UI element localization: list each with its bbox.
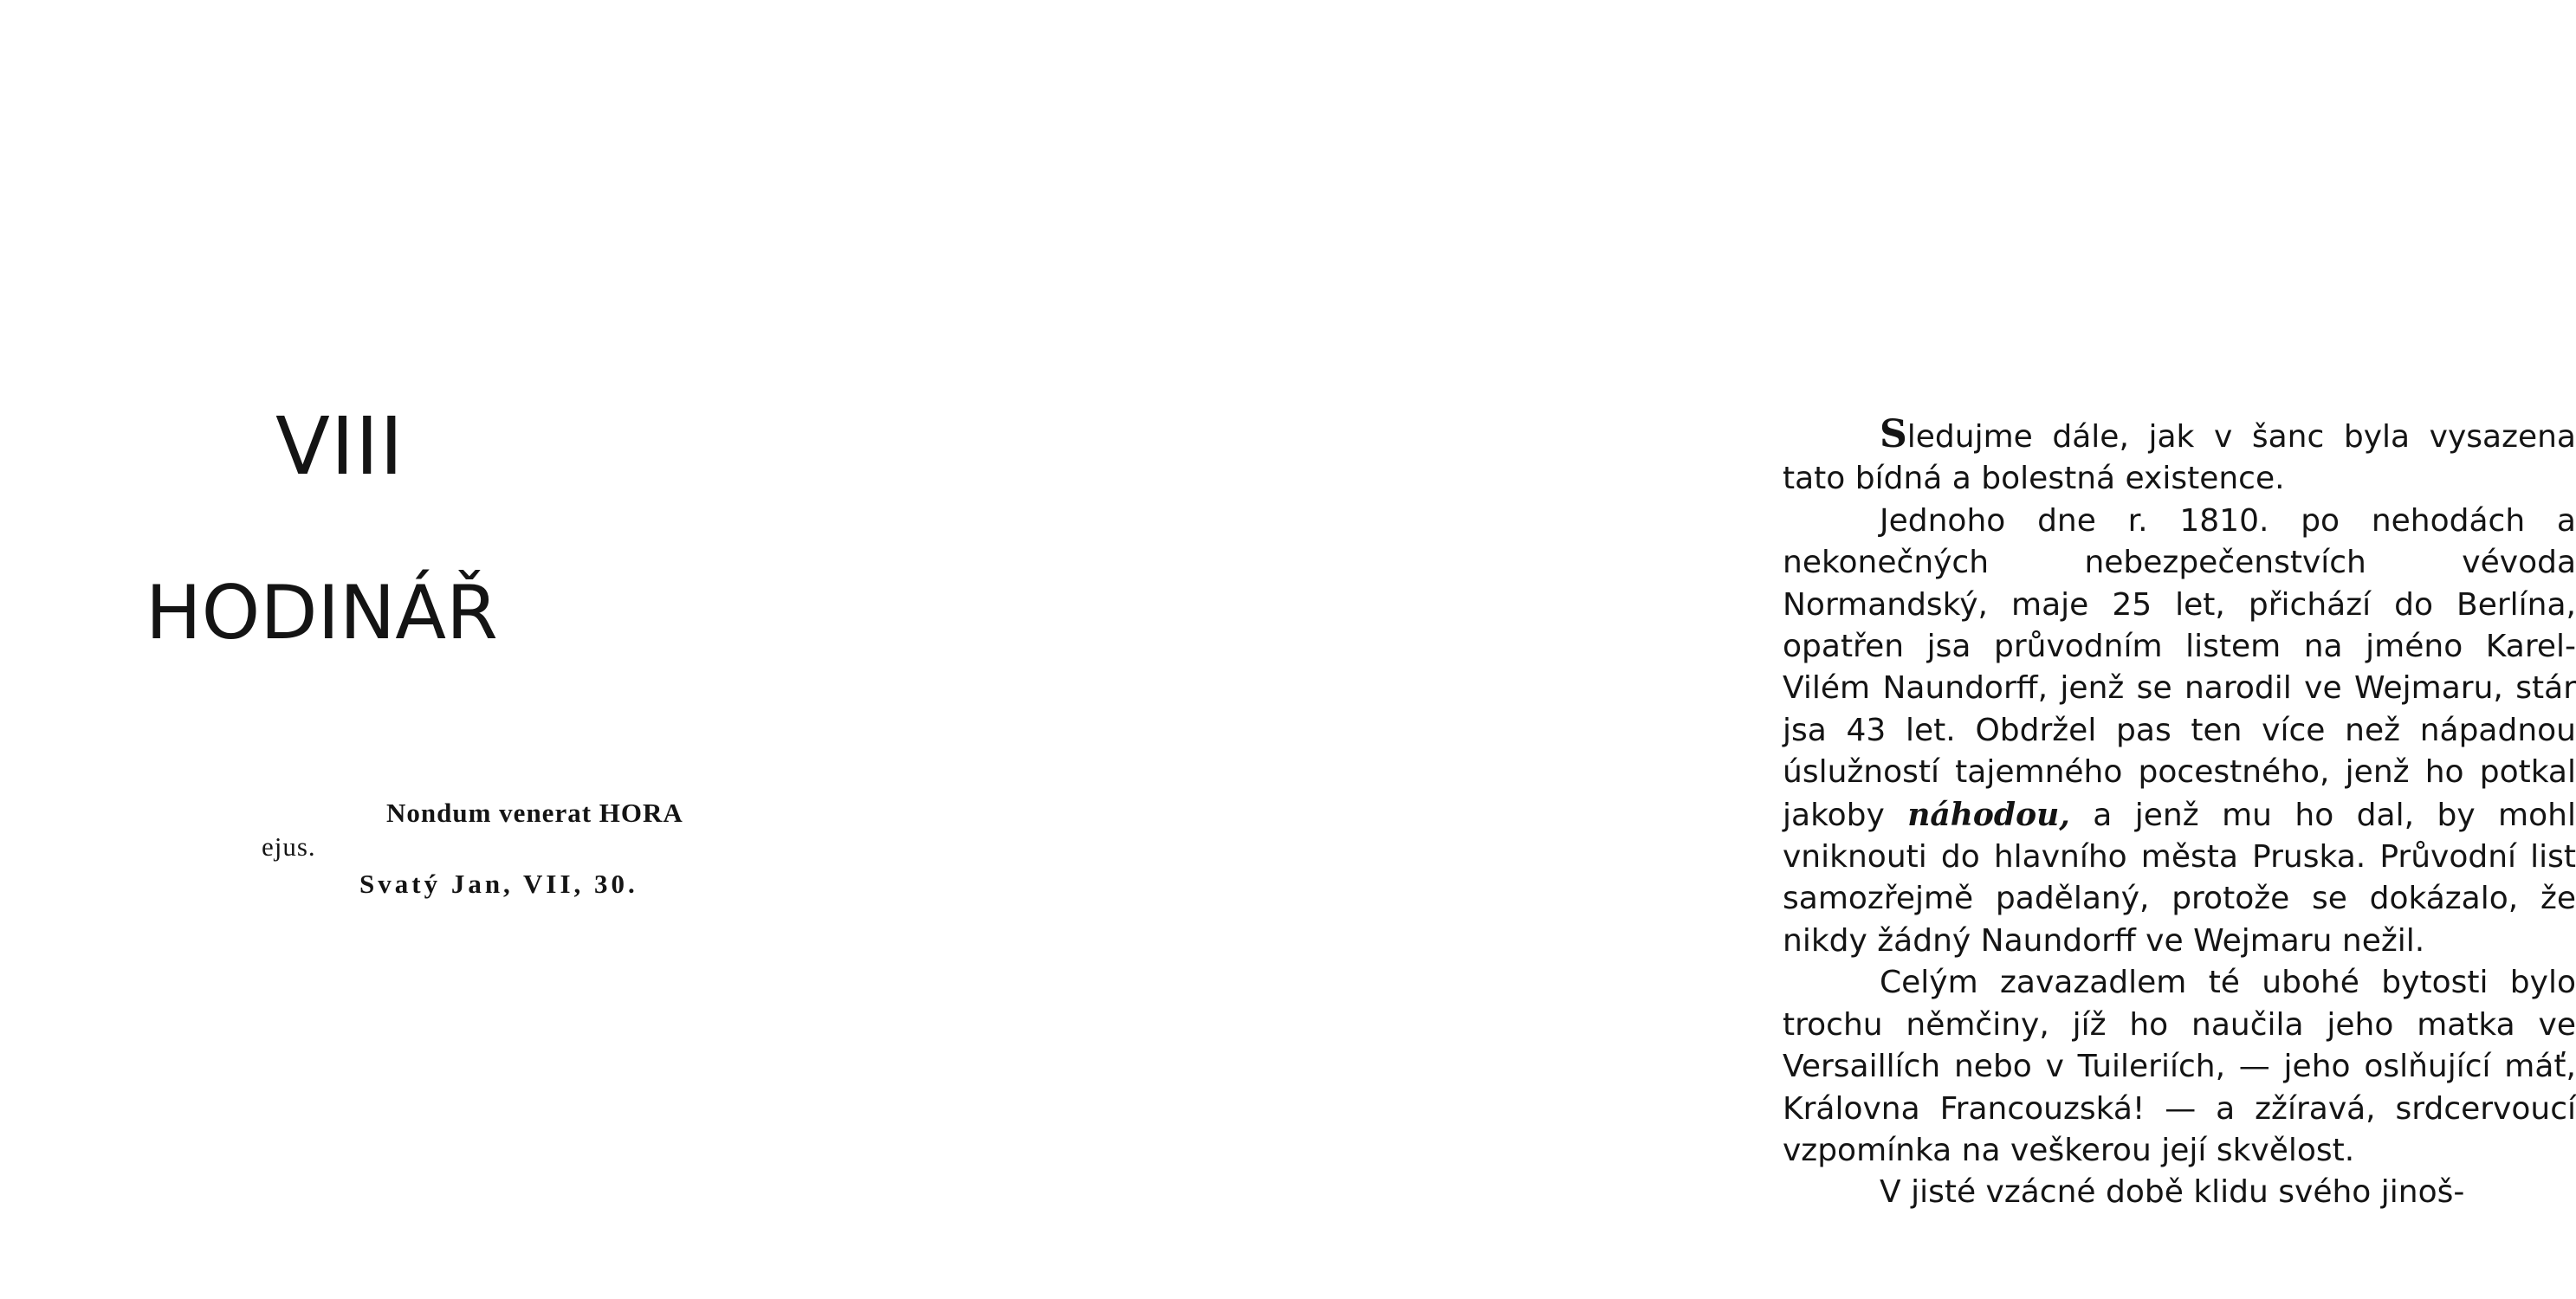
paragraph-1-text: ledujme dále, jak v šanc byla vysazena tato bídná a bolestná existence. [1783,419,2576,497]
emphasized-word: náhodou, [1907,796,2070,833]
chapter-title: HODINÁŘ [146,570,498,656]
epigraph-attribution: Svatý Jan, VII, 30. [359,869,638,899]
paragraph-2 [1783,501,2576,962]
chapter-number: VIII [275,400,405,493]
epigraph-line-1: Nondum venerat HORA [386,798,683,828]
paragraph-4: V jisté vzácné době klidu svého jinoš- [1880,1174,2465,1211]
right-page [871,0,2576,1299]
body-text [1783,414,2576,1214]
paragraph-2-text-b: a jenž mu ho dal, by mohl vniknouti do hlavního města Pruska. Průvodní list samozřejmě padělaný, protože se dokázalo, že nikdy žádný Naundorff ve Wejmaru nežil. [1783,797,2576,959]
left-page [0,0,871,1299]
paragraph-1 [1783,414,2576,501]
drop-cap: S [1880,412,1907,456]
epigraph-line-2: ejus. [262,831,316,862]
paragraph-2-text-a: Jednoho dne r. 1810. po nehodách a nekonečných nebezpečenstvích vévoda Normandský, maje 25 let, přichází do Berlína, opatřen jsa průvodním listem na jméno Karel-Vilém Naundorff, jenž se narodil ve Wejmaru, stár jsa 43 let. Obdržel pas ten více než nápadnou úslužností tajemného pocestného, jenž ho potkal jakoby [1783,502,2576,833]
paragraph-3: Celým zavazadlem té ubohé bytosti bylo trochu němčiny, jíž ho naučila jeho matka ve Versaillích nebo v Tuileriích, — jeho oslňující máť, Královna Francouzská! — a zžíravá, srdcervoucí vzpomínka na veškerou její skvělost. [1783,965,2576,1168]
